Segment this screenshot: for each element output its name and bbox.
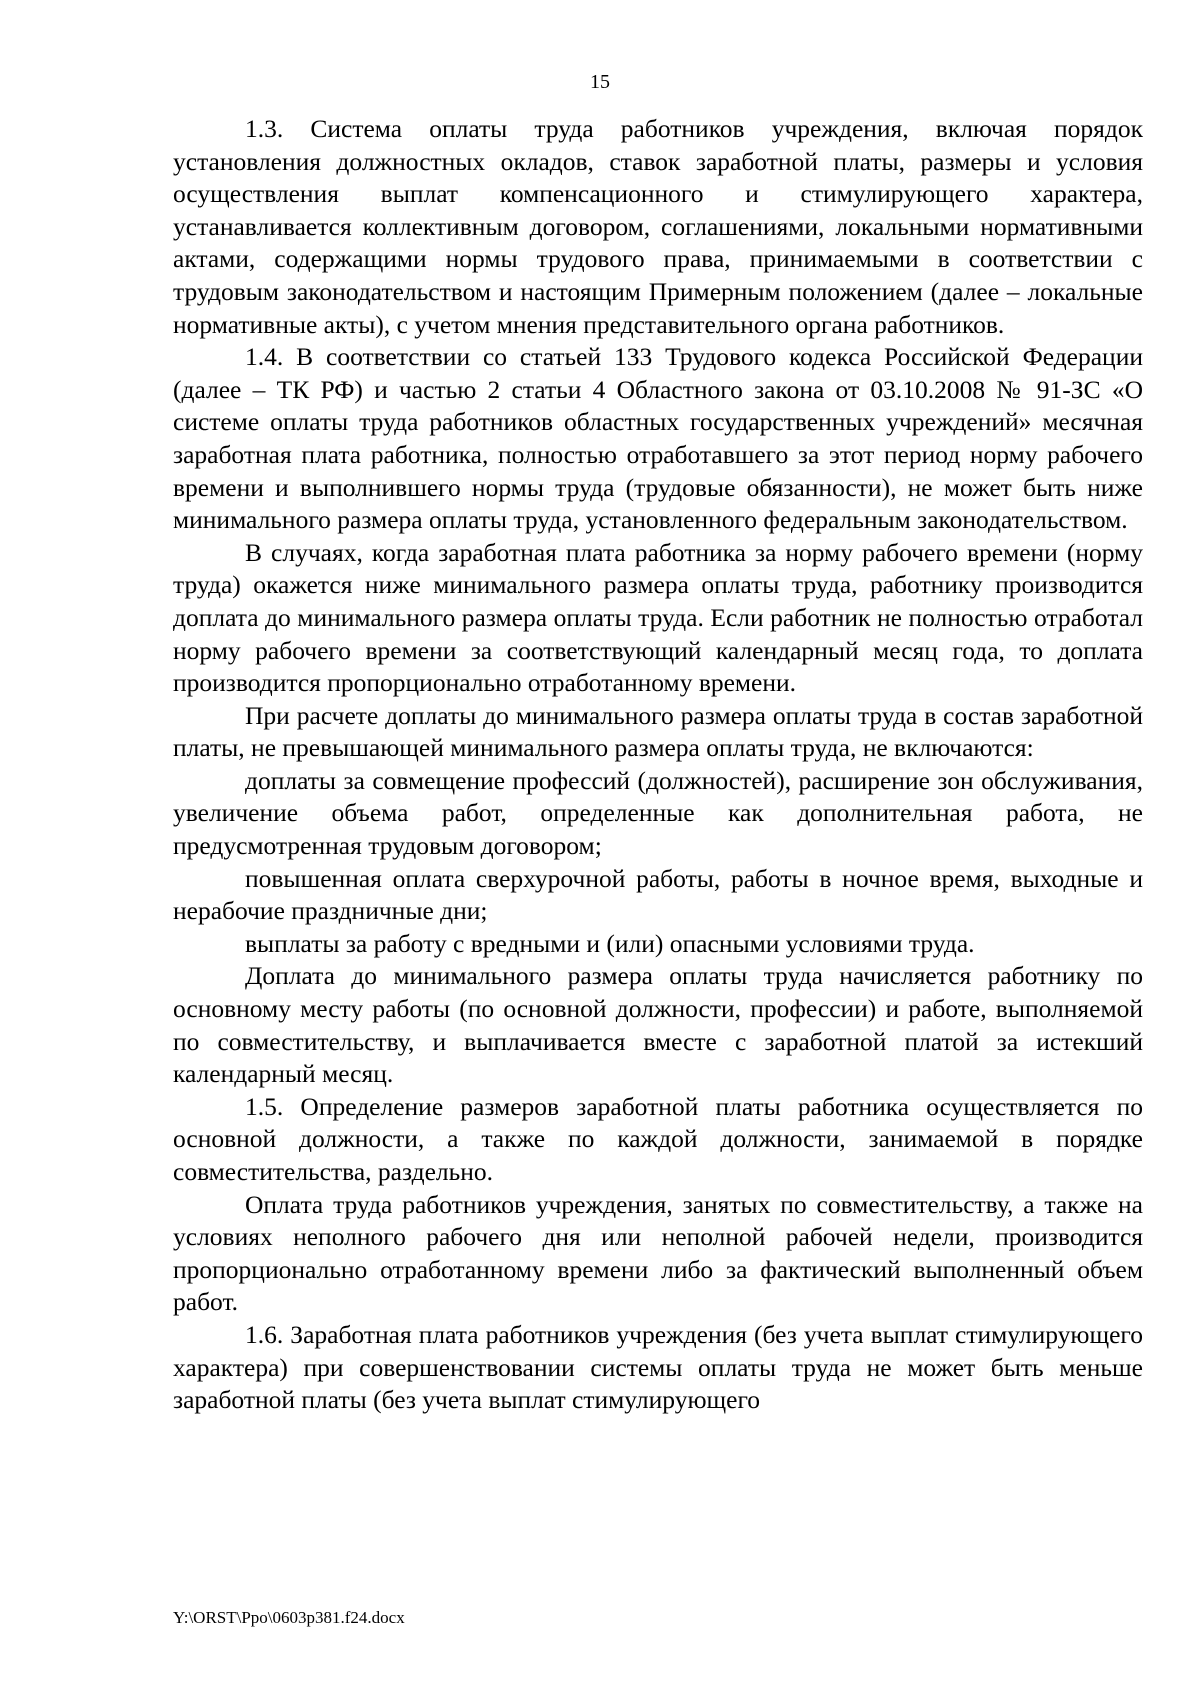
paragraph-1-3: 1.3. Система оплаты труда работников учреждения, включая порядок установления должностных окладов, ставок заработной платы, размеры и условия осуществления выплат компенсационного и стимулирующего характера, устанавливается коллективным договором, соглашениями, локальными нормативными актами, содержащими нормы трудового права, принимаемыми в соответствии с трудовым законодательством и настоящим Примерным положением (далее – локальные нормативные акты), с учетом мнения представительного органа работников. bbox=[173, 114, 1143, 339]
paragraph-surcharge-calculation: При расчете доплаты до минимального размера оплаты труда в состав заработной платы, не превышающей минимального размера оплаты труда, не включаются: bbox=[173, 700, 1143, 763]
paragraph-1-5: 1.5. Определение размеров заработной платы работника осуществляется по основной должности, а также по каждой должности, занимаемой в порядке совместительства, раздельно. bbox=[173, 1091, 1143, 1186]
list-item-hazardous-conditions: выплаты за работу с вредными и (или) опасными условиями труда. bbox=[245, 928, 975, 958]
paragraph-1-6: 1.6. Заработная плата работников учреждения (без учета выплат стимулирующего характера) при совершенствовании системы оплаты труда не может быть меньше заработной платы (без учета выплат стимулирующего bbox=[173, 1319, 1143, 1415]
page-number: 15 bbox=[590, 71, 610, 93]
document-body bbox=[173, 113, 1143, 1417]
list-item-combination-surcharges: доплаты за совмещение профессий (должностей), расширение зон обслуживания, увеличение объема работ, определенные как дополнительная работа, не предусмотренная трудовым договором; bbox=[173, 765, 1143, 861]
footer-file-path: Y:\ORST\Ppo\0603p381.f24.docx bbox=[173, 1608, 405, 1627]
paragraph-part-time-pay: Оплата труда работников учреждения, занятых по совместительству, а также на условиях неполного рабочего дня или неполной рабочей недели, производится пропорционально отработанному времени либо за фактический выполненный объем работ. bbox=[173, 1189, 1143, 1317]
paragraph-surcharge-accrual: Доплата до минимального размера оплаты труда начисляется работнику по основному месту работы (по основной должности, профессии) и работе, выполняемой по совместительству, и выплачивается вместе с заработной платой за истекший календарный месяц. bbox=[173, 961, 1143, 1089]
paragraph-1-4: 1.4. В соответствии со статьей 133 Трудового кодекса Российской Федерации (далее – ТК РФ) и частью 2 статьи 4 Областного закона от 03.10.2008 № 91-ЗС «О системе оплаты труда работников областных государственных учреждений» месячная заработная плата работника, полностью отработавшего за этот период норму рабочего времени и выполнившего нормы труда (трудовые обязанности), не может быть ниже минимального размера оплаты труда, установленного федеральным законодательством. bbox=[173, 342, 1143, 535]
paragraph-minimum-wage-surcharge: В случаях, когда заработная плата работника за норму рабочего времени (норму труда) окажется ниже минимального размера оплаты труда, работнику производится доплата до минимального размера оплаты труда. Если работник не полностью отработал норму рабочего времени за соответствующий календарный месяц года, то доплата производится пропорционально отработанному времени. bbox=[173, 537, 1143, 698]
list-item-overtime-pay: повышенная оплата сверхурочной работы, работы в ночное время, выходные и нерабочие праздничные дни; bbox=[173, 863, 1143, 926]
